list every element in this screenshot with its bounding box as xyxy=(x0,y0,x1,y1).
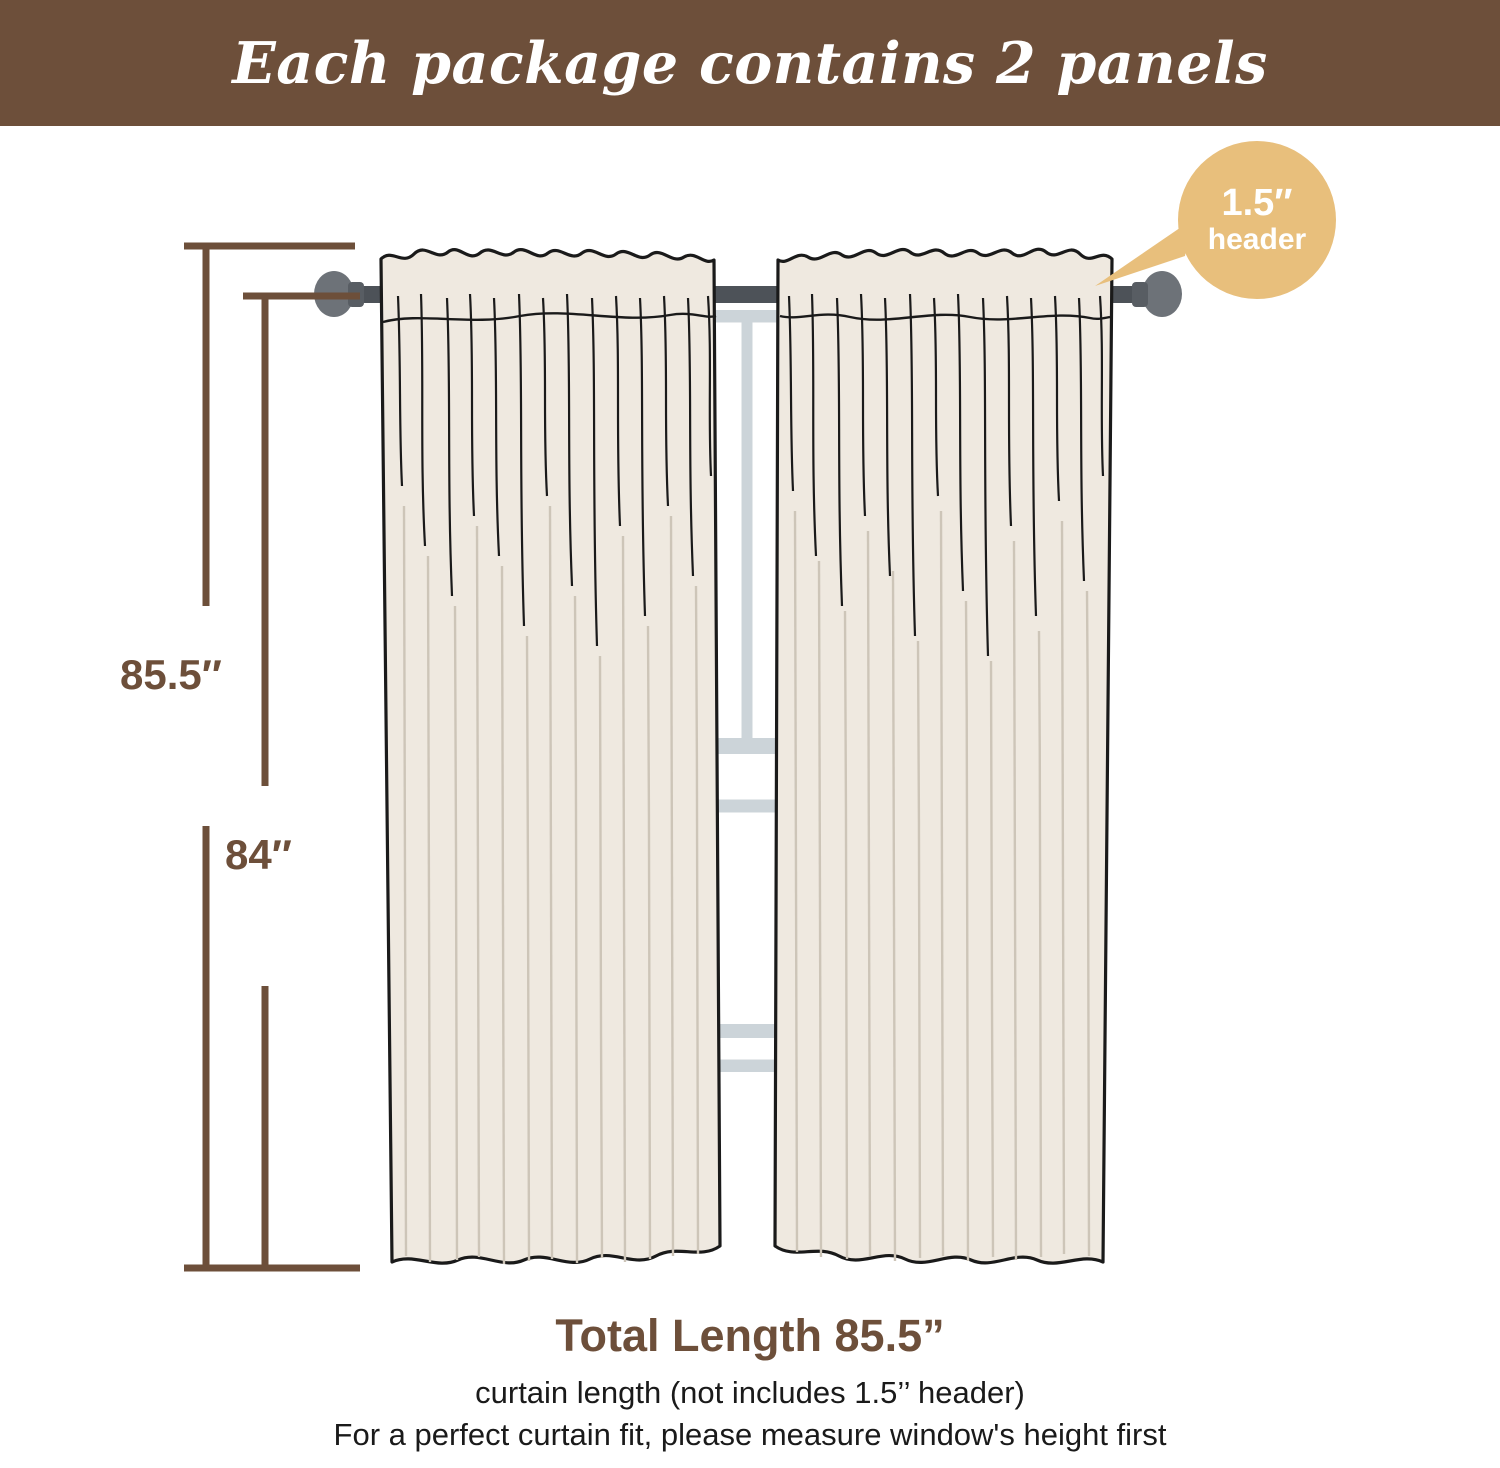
footer-line-2: For a perfect curtain fit, please measure window's height first xyxy=(333,1416,1167,1452)
callout-size: 1.5″ xyxy=(1221,182,1293,225)
dimension-label-total: 85.5″ xyxy=(120,651,222,698)
curtain-diagram-art xyxy=(0,126,1500,1306)
footer xyxy=(0,1310,1500,1456)
callout-label: header xyxy=(1207,223,1307,257)
callout-leader-line xyxy=(1095,221,1190,286)
left-curtain-panel xyxy=(381,250,720,1264)
banner xyxy=(0,0,1500,126)
right-curtain-panel xyxy=(775,249,1112,1263)
dimension-85-5 xyxy=(184,246,355,1268)
banner-title: Each package contains 2 panels xyxy=(232,29,1268,97)
footer-line-1: curtain length (not includes 1.5’’ header) xyxy=(475,1375,1025,1410)
header-callout xyxy=(1178,141,1336,299)
diagram xyxy=(0,126,1500,1306)
dimension-84 xyxy=(243,296,360,1268)
dimension-label-curtain: 84″ xyxy=(225,831,292,878)
footer-title: Total Length 85.5” xyxy=(555,1310,945,1361)
